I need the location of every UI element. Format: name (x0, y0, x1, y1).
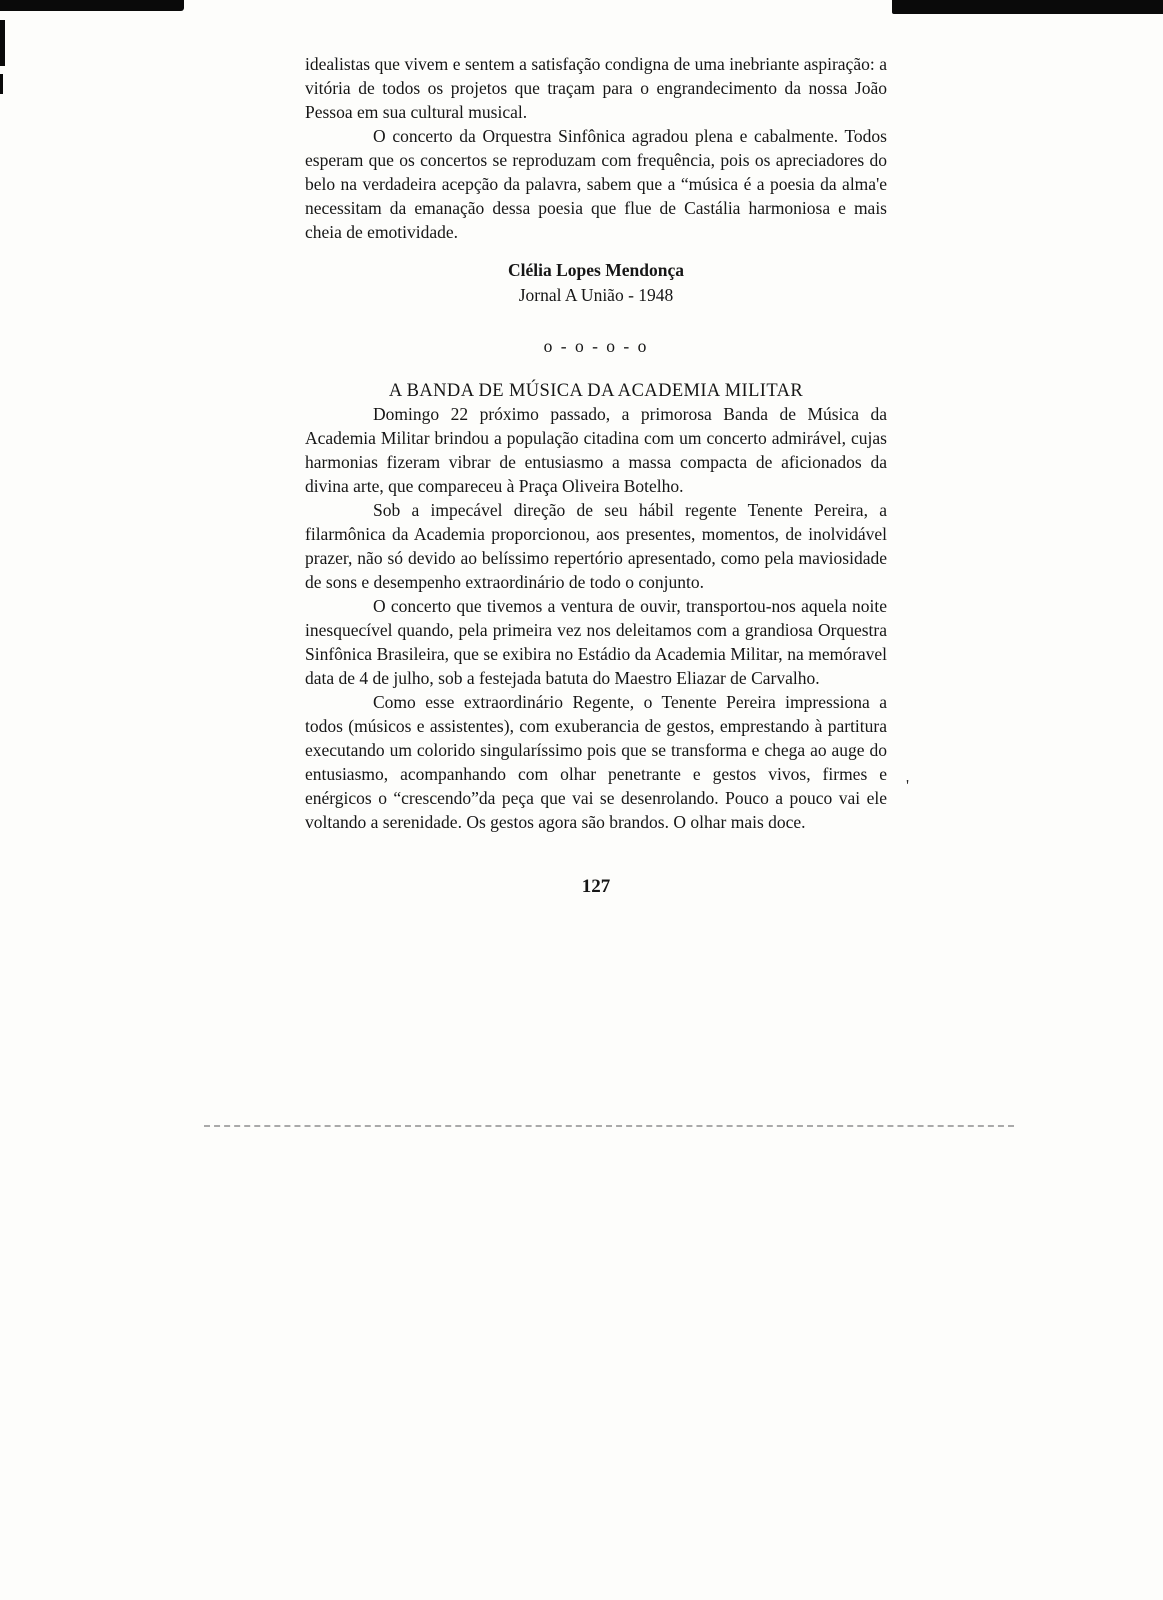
scan-artifact-left-edge (0, 74, 3, 94)
scan-artifact-top-right (892, 0, 1163, 14)
paragraph-continuation: idealistas que vivem e sentem a satisfação condigna de uma inebriante aspiração: a vitória de todos os projetos que traçam para o engrandecimento da nossa João Pessoa em sua cultural musical. (305, 54, 887, 122)
byline-author: Clélia Lopes Mendonça (508, 260, 684, 280)
page-number: 127 (581, 876, 611, 897)
section-heading: A BANDA DE MÚSICA DA ACADEMIA MILITAR (388, 381, 804, 401)
text-column (305, 52, 887, 898)
byline (305, 258, 887, 308)
paragraph: Como esse extraordinário Regente, o Tenente Pereira impressiona a todos (músicos e assistentes), com exuberancia de gestos, emprestando à partitura executando um colorido singularíssimo pois que se transforma e chega ao auge do entusiasmo, acompanhando com olhar penetrante e gestos vivos, firmes e enérgicos o “crescendo”da peça que vai se desenrolando. Pouco a pouco vai ele voltando a serenidade. Os gestos agora são brandos. O olhar mais doce. (305, 692, 887, 832)
scan-artifact-top-left (0, 0, 184, 11)
scan-stray-mark: ' (906, 776, 910, 795)
scan-dashed-line (204, 1125, 1014, 1127)
paragraph: Domingo 22 próximo passado, a primorosa Banda de Música da Academia Militar brindou a população citadina com um concerto admirável, cujas harmonias fizeram vibrar de entusiasmo a massa compacta de aficionados da divina arte, que compareceu à Praça Oliveira Botelho. (305, 404, 887, 496)
byline-source: Jornal A União - 1948 (518, 285, 674, 305)
paragraph: O concerto da Orquestra Sinfônica agradou plena e cabalmente. Todos esperam que os concertos se reproduzam com frequência, pois os apreciadores do belo na verdadeira acepção da palavra, sabem que a “música é a poesia da alma'e necessitam da emanação dessa poesia que flue de Castália harmoniosa e mais cheia de emotividade. (305, 126, 887, 242)
scan-artifact-left-edge (0, 20, 5, 66)
paragraph: Sob a impecável direção de seu hábil regente Tenente Pereira, a filarmônica da Academia proporcionou, aos presentes, momentos, de inolvidável prazer, não só devido ao belíssimo repertório apresentado, como pela maviosidade de sons e desempenho extraordinário de todo o conjunto. (305, 500, 887, 592)
paragraph: O concerto que tivemos a ventura de ouvir, transportou-nos aquela noite inesquecível quando, pela primeira vez nos deleitamos com a grandiosa Orquestra Sinfônica Brasileira, que se exibira no Estádio da Academia Militar, na memóravel data de 4 de julho, sob a festejada batuta do Maestro Eliazar de Carvalho. (305, 596, 887, 688)
section-separator: o - o - o - o (543, 336, 649, 356)
